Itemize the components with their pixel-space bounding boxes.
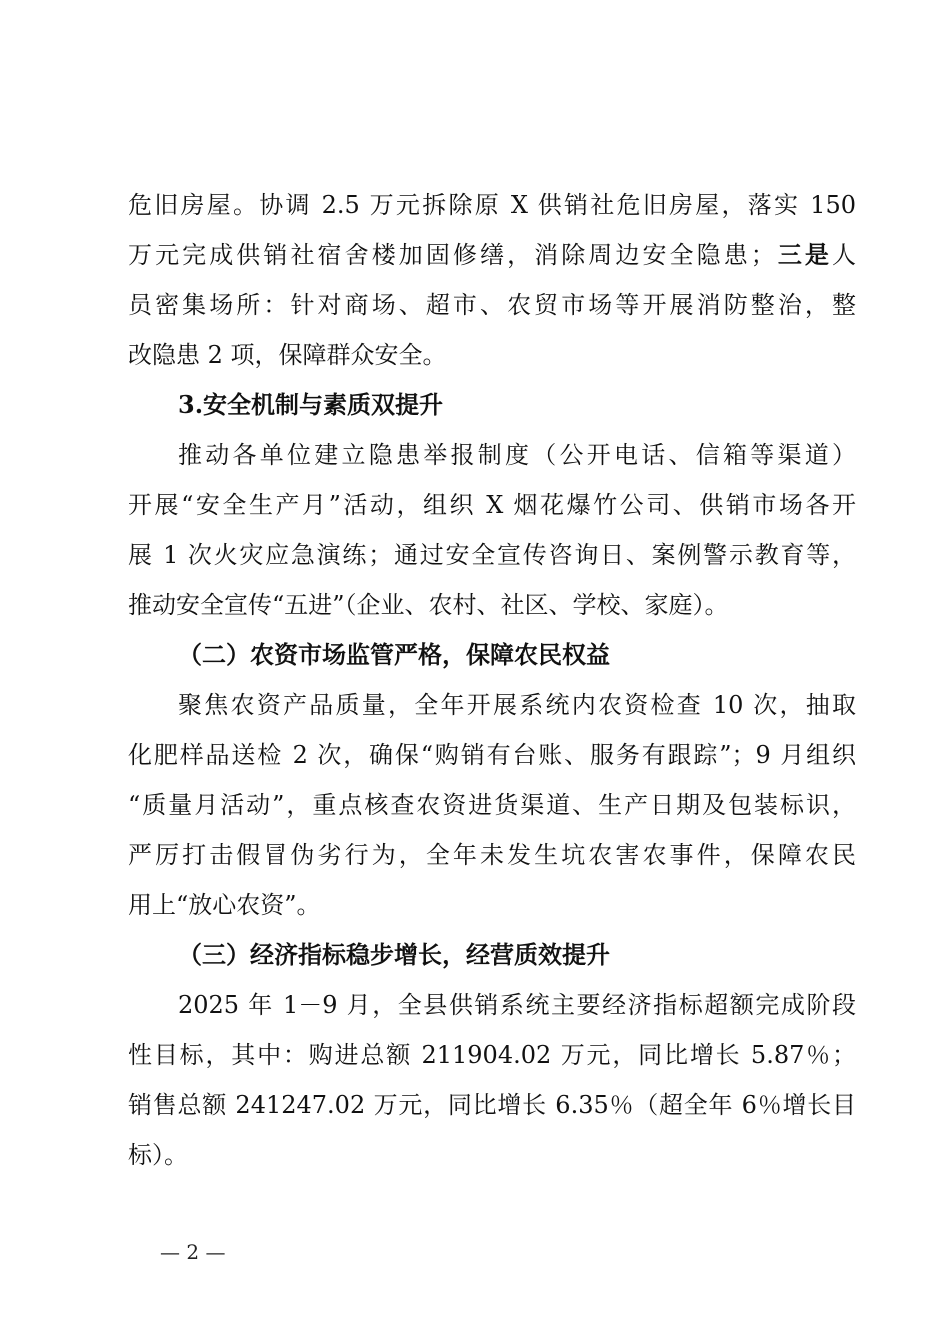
- page-number: — 2 —: [160, 1240, 226, 1264]
- text-line: 员密集场所：针对商场、超市、农贸市场等开展消防整治，整: [128, 291, 856, 319]
- text-line: 危旧房屋。协调 2.5 万元拆除原 X 供销社危旧房屋，落实 150: [128, 191, 856, 219]
- text-line: 性目标，其中：购进总额 211904.02 万元，同比增长 5.87％；: [128, 1041, 856, 1069]
- text-line: [128, 230, 856, 280]
- text-line: 标）。: [128, 1141, 188, 1169]
- document-body: [128, 180, 856, 1180]
- text-line: 化肥样品送检 2 次，确保“购销有台账、服务有跟踪”；9 月组织: [128, 741, 856, 769]
- emphasis-text: 三是: [774, 240, 833, 269]
- text-segment: 万元完成供销社宿舍楼加固修缮，消除周边安全隐患；: [128, 241, 775, 269]
- section-heading: 3.安全机制与素质双提升: [178, 390, 444, 419]
- text-line: 改隐患 2 项，保障群众安全。: [128, 341, 447, 369]
- text-line: “质量月活动”，重点核查农资进货渠道、生产日期及包装标识，: [128, 791, 856, 819]
- text-line: 用上“放心农资”。: [128, 891, 321, 919]
- section-heading: （二）农资市场监管严格，保障农民权益: [178, 640, 610, 669]
- text-line: 销售总额 241247.02 万元，同比增长 6.35％（超全年 6％增长目: [128, 1091, 856, 1119]
- text-line: 推动各单位建立隐患举报制度（公开电话、信箱等渠道）: [178, 441, 856, 469]
- text-line: 严厉打击假冒伪劣行为，全年未发生坑农害农事件，保障农民: [128, 841, 856, 869]
- text-segment: 人: [832, 241, 856, 269]
- text-line: 展 1 次火灾应急演练；通过安全宣传咨询日、案例警示教育等，: [128, 541, 856, 569]
- text-line: 2025 年 1－9 月，全县供销系统主要经济指标超额完成阶段: [178, 991, 856, 1019]
- section-heading: （三）经济指标稳步增长，经营质效提升: [178, 940, 610, 969]
- text-line: 推动安全宣传“五进”（企业、农村、社区、学校、家庭）。: [128, 591, 729, 619]
- text-line: 开展“安全生产月”活动，组织 X 烟花爆竹公司、供销市场各开: [128, 491, 856, 519]
- text-line: 聚焦农资产品质量，全年开展系统内农资检查 10 次，抽取: [178, 691, 856, 719]
